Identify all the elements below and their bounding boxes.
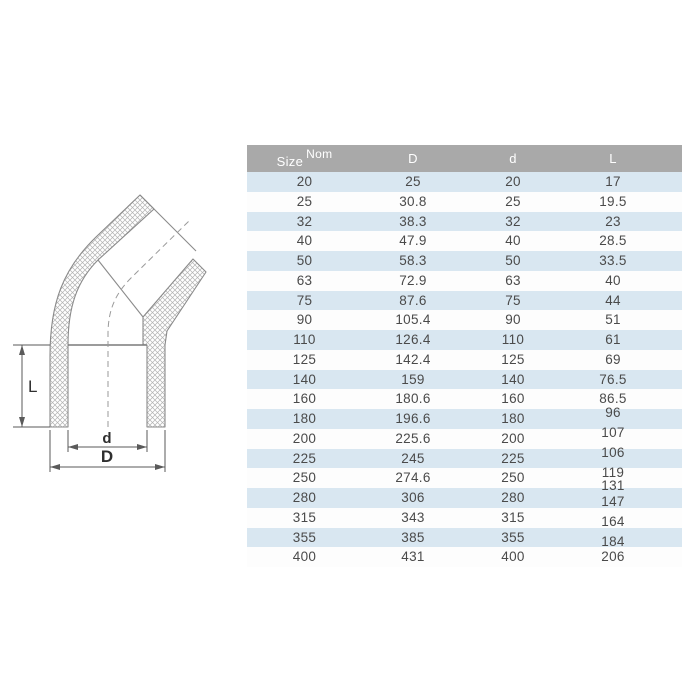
cell-D: 126.4 [395, 332, 431, 347]
cell-size: 20 [296, 174, 313, 189]
cell-L: 28.5 [599, 233, 627, 249]
cell-L: 33.5 [599, 253, 627, 268]
cell-D: 343 [401, 509, 425, 525]
table-row [247, 172, 682, 192]
cell-L: 206 [601, 549, 625, 565]
arrow-D-right [155, 464, 165, 470]
table-row [247, 251, 682, 271]
cell-D: 30.8 [399, 193, 427, 209]
cell-size: 400 [292, 549, 317, 565]
arrow-L-top [19, 345, 25, 355]
cell-L: 61 [605, 332, 621, 347]
cell-size: 280 [292, 490, 317, 505]
cell-D: 225.6 [395, 430, 431, 446]
cell-size: 160 [292, 391, 317, 407]
cell-L: 119 131 [601, 465, 625, 494]
table-row [247, 330, 682, 350]
cell-d: 355 [501, 529, 525, 545]
cell-D: 47.9 [399, 233, 427, 249]
label-L: L [28, 377, 38, 396]
column-header-inner-diameter: d [509, 151, 517, 166]
cell-D: 142.4 [395, 351, 431, 367]
cell-size: 315 [292, 509, 317, 525]
cell-size: 75 [296, 292, 313, 308]
cell-d: 110 [501, 332, 525, 347]
cell-L: 69 [605, 351, 621, 367]
cell-size: 250 [292, 470, 317, 486]
cell-L: 184 [601, 533, 625, 549]
cell-D: 431 [401, 549, 425, 565]
cell-D: 38.3 [399, 213, 427, 229]
cell-L: 19.5 [599, 193, 627, 209]
cell-size: 225 [292, 450, 317, 466]
cell-size: 32 [296, 213, 313, 229]
cell-L: 51 [605, 312, 621, 328]
cell-D: 196.6 [395, 411, 431, 426]
cell-D: 72.9 [399, 272, 427, 288]
cell-D: 385 [401, 529, 425, 545]
table-body [247, 172, 682, 567]
dimension-table [247, 145, 682, 567]
branch-socket-depth-line [98, 260, 143, 317]
cell-d: 200 [501, 430, 525, 446]
table-row [247, 310, 682, 330]
cell-size: 125 [292, 351, 317, 367]
arrow-d-right [137, 444, 147, 450]
cell-d: 50 [505, 253, 521, 268]
cell-d: 400 [501, 549, 525, 565]
table-row [247, 350, 682, 370]
cell-size: 25 [296, 193, 313, 209]
cell-d: 90 [505, 312, 521, 328]
cell-D: 274.6 [395, 470, 431, 486]
table-row [247, 192, 682, 212]
cell-L: 164 [601, 513, 625, 529]
nom-label: Nom [306, 147, 333, 161]
cell-L: 86.5 [599, 391, 627, 407]
cell-d: 250 [501, 470, 525, 486]
cell-d: 40 [505, 233, 521, 249]
cell-d: 63 [505, 272, 521, 288]
table-row [247, 231, 682, 251]
cell-L: 147 [601, 494, 625, 509]
arrow-L-bottom [19, 417, 25, 427]
cell-D: 159 [401, 371, 425, 387]
cell-L: 106 [601, 444, 625, 460]
cell-L: 40 [605, 272, 621, 288]
table-row [247, 291, 682, 311]
cell-D: 87.6 [399, 292, 427, 308]
column-header-size [247, 147, 362, 169]
cell-D: 105.4 [395, 312, 431, 328]
arrow-D-left [50, 464, 60, 470]
size-label: Size [276, 154, 304, 169]
cell-d: 140 [501, 371, 525, 387]
cell-D: 58.3 [399, 253, 427, 268]
cell-size: 140 [292, 371, 317, 387]
cell-size: 110 [293, 332, 316, 347]
label-d: d [102, 430, 112, 447]
cell-D: 306 [401, 490, 425, 505]
cell-d: 160 [501, 391, 525, 407]
cell-L: 96 [605, 405, 621, 420]
cell-size: 180 [292, 411, 317, 426]
arrow-d-left [68, 444, 78, 450]
table-row [247, 212, 682, 232]
cell-d: 280 [501, 490, 525, 505]
cell-L: 17 [605, 174, 621, 189]
table-row [247, 370, 682, 390]
elbow-inner-wall [143, 259, 206, 427]
cell-size: 200 [292, 430, 317, 446]
cell-d: 32 [505, 213, 521, 229]
table-row [247, 465, 682, 494]
cell-L: 76.5 [599, 371, 627, 387]
cell-D: 245 [401, 450, 425, 466]
cell-L: 23 [605, 213, 621, 229]
cell-size: 355 [292, 529, 317, 545]
cell-d: 20 [505, 174, 521, 189]
cell-size: 40 [296, 233, 313, 249]
cell-L: 44 [605, 292, 621, 308]
label-D: D [100, 447, 114, 466]
table-header-row [247, 145, 682, 172]
cell-d: 225 [501, 450, 525, 466]
table-row [247, 271, 682, 291]
cell-D: 180.6 [395, 391, 431, 407]
cell-d: 25 [505, 193, 521, 209]
column-header-outer-diameter: D [408, 151, 418, 166]
column-header-length: L [609, 151, 617, 166]
cell-size: 50 [296, 253, 313, 268]
cell-d: 75 [505, 292, 521, 308]
cell-d: 315 [501, 509, 525, 525]
cell-d: 125 [501, 351, 525, 367]
cell-d: 180 [501, 411, 525, 426]
cell-L: 107 [601, 424, 625, 440]
cell-size: 63 [296, 272, 313, 288]
cell-D: 25 [405, 174, 421, 189]
cell-size: 90 [296, 312, 313, 328]
